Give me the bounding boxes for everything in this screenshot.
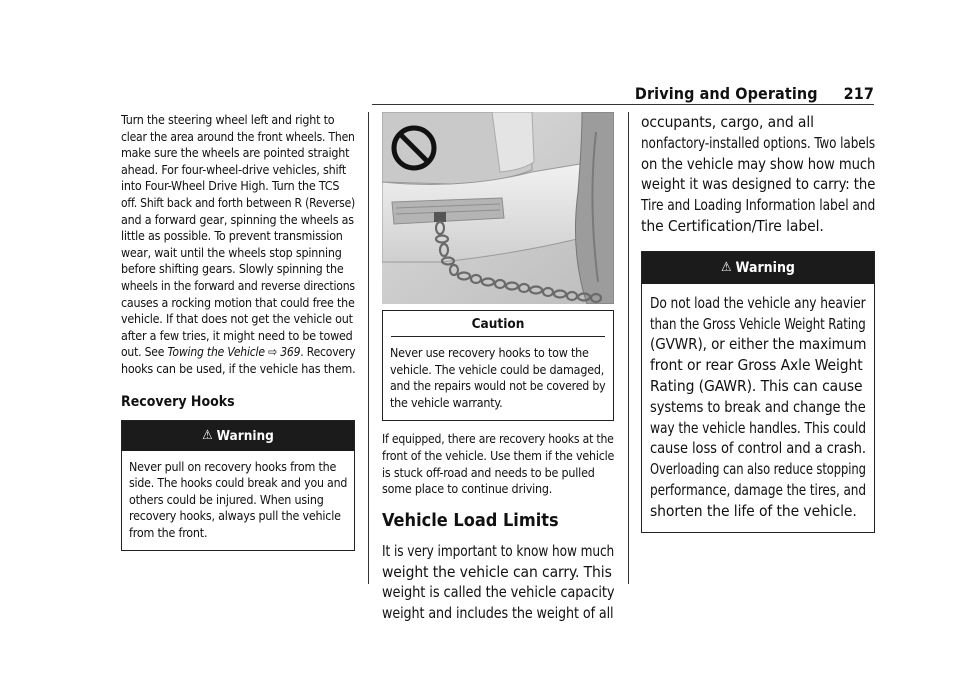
caution-body: [383, 337, 613, 420]
recovery-hook: [434, 212, 446, 222]
column-divider-2: [628, 112, 629, 584]
text-line: from the front.: [129, 524, 208, 540]
text-line: Overloading can also reduce stopping: [650, 460, 866, 479]
text-line: the Certification/Tire label.: [641, 216, 824, 235]
text-line: way the vehicle handles. This could: [650, 418, 866, 437]
grille-highlight: [492, 112, 534, 172]
text-line: clear the area around the front wheels. Then: [121, 128, 355, 144]
warning-triangle-icon: ⚠: [721, 259, 732, 275]
header-rule: [372, 104, 874, 105]
running-header: [635, 84, 874, 103]
text-line: front of the vehicle. Use them if the vehicle: [382, 447, 615, 463]
text-line: weight and includes the weight of all: [382, 604, 614, 623]
warning-title: Warning: [735, 259, 795, 276]
text-line: wear, wait until the wheels stop spinning: [121, 244, 342, 260]
text-line: off. Shift back and forth between R (Reverse): [121, 194, 356, 210]
text-line: wheels in the forward and reverse directions: [121, 277, 355, 293]
text-line: into Four-Wheel Drive High. Turn the TCS: [121, 178, 340, 194]
column-1: [121, 112, 355, 551]
text-line: the vehicle warranty.: [390, 394, 503, 410]
warning-box-overloading: [641, 251, 875, 533]
cross-reference-link[interactable]: Towing the Vehicle: [167, 344, 265, 360]
text-fragment: out. See: [121, 344, 168, 360]
text-fragment: . Recovery: [300, 344, 356, 360]
text-line: front or rear Gross Axle Weight: [650, 356, 863, 375]
text-line: systems to break and change the: [650, 397, 866, 416]
warning-box-recovery: [121, 420, 355, 552]
recovery-hook-towing-illustration: [382, 112, 614, 304]
column-divider-1: [368, 112, 369, 584]
text-line: others could be injured. When using: [129, 491, 324, 507]
warning-body: [642, 284, 874, 532]
section-heading-load-limits: Vehicle Load Limits: [382, 509, 559, 531]
warning-header: [122, 421, 354, 451]
text-line: some place to continue driving.: [382, 481, 553, 497]
text-line: little as possible. To prevent transmission: [121, 228, 343, 244]
text-line: Rating (GAWR). This can cause: [650, 376, 863, 395]
text-line: than the Gross Vehicle Weight Rating: [650, 314, 866, 333]
warning-body: [122, 451, 354, 551]
column-2: [382, 112, 614, 624]
text-line: Never pull on recovery hooks from the: [129, 458, 337, 474]
paragraph-load-limits: [382, 541, 614, 624]
paragraph-recovery-hooks: [382, 431, 614, 497]
text-line: shorten the life of the vehicle.: [650, 501, 857, 520]
text-line: It is very important to know how much: [382, 541, 615, 560]
text-line: weight it was designed to carry: the: [641, 175, 876, 194]
text-line: vehicle. If that does not get the vehicle out: [121, 311, 353, 327]
text-line: hooks can be used, if the vehicle has them.: [121, 360, 356, 376]
text-line: Do not load the vehicle any heavier: [650, 293, 866, 312]
text-line-with-reference: [121, 344, 356, 361]
text-line: ahead. For four-wheel-drive vehicles, shift: [121, 161, 347, 177]
text-line: performance, damage the tires, and: [650, 480, 866, 499]
text-line: Tire and Loading Information label and: [641, 196, 876, 215]
text-line: make sure the wheels are pointed straight: [121, 145, 350, 161]
header-section-title: Driving and Operating: [634, 84, 818, 103]
caution-box: [382, 310, 614, 421]
text-line: on the vehicle may show how much: [641, 154, 876, 173]
text-line: and a forward gear, spinning the wheels as: [121, 211, 354, 227]
cross-reference-page[interactable]: 369: [280, 344, 301, 360]
text-line: occupants, cargo, and all: [641, 113, 814, 131]
warning-header: [642, 252, 874, 284]
text-line: causes a rocking motion that could free the: [121, 294, 355, 310]
caution-title: Caution: [391, 311, 605, 337]
warning-triangle-icon: ⚠: [202, 427, 213, 443]
text-line: cause loss of control and a crash.: [650, 439, 866, 458]
page-arrow-icon: ⇨: [268, 344, 277, 360]
text-line: is stuck off-road and needs to be pulled: [382, 464, 595, 480]
text-line: nonfactory-installed options. Two labels: [641, 133, 876, 152]
text-line: after a few tries, it might need to be towed: [121, 327, 353, 343]
text-line: side. The hooks could break and you and: [129, 475, 348, 491]
text-line: weight is called the vehicle capacity: [382, 583, 615, 602]
text-line: If equipped, there are recovery hooks at the: [382, 431, 614, 447]
text-line: vehicle. The vehicle could be damaged,: [390, 361, 605, 377]
text-line: and the repairs would not be covered by: [390, 378, 606, 394]
paragraph-rocking: [121, 112, 355, 378]
warning-title: Warning: [216, 427, 274, 444]
paragraph-load-labels: [641, 112, 875, 237]
page-number: 217: [843, 84, 874, 103]
text-line: Turn the steering wheel left and right to: [121, 112, 335, 127]
text-line: before shifting gears. Slowly spinning the: [121, 261, 344, 277]
text-line: Never use recovery hooks to tow the: [390, 345, 589, 360]
text-line: (GVWR), or either the maximum: [650, 335, 867, 354]
column-3: [641, 112, 875, 533]
text-line: weight the vehicle can carry. This: [382, 562, 612, 581]
subheading-recovery-hooks: Recovery Hooks: [121, 393, 235, 410]
text-line: recovery hooks, always pull the vehicle: [129, 508, 341, 524]
